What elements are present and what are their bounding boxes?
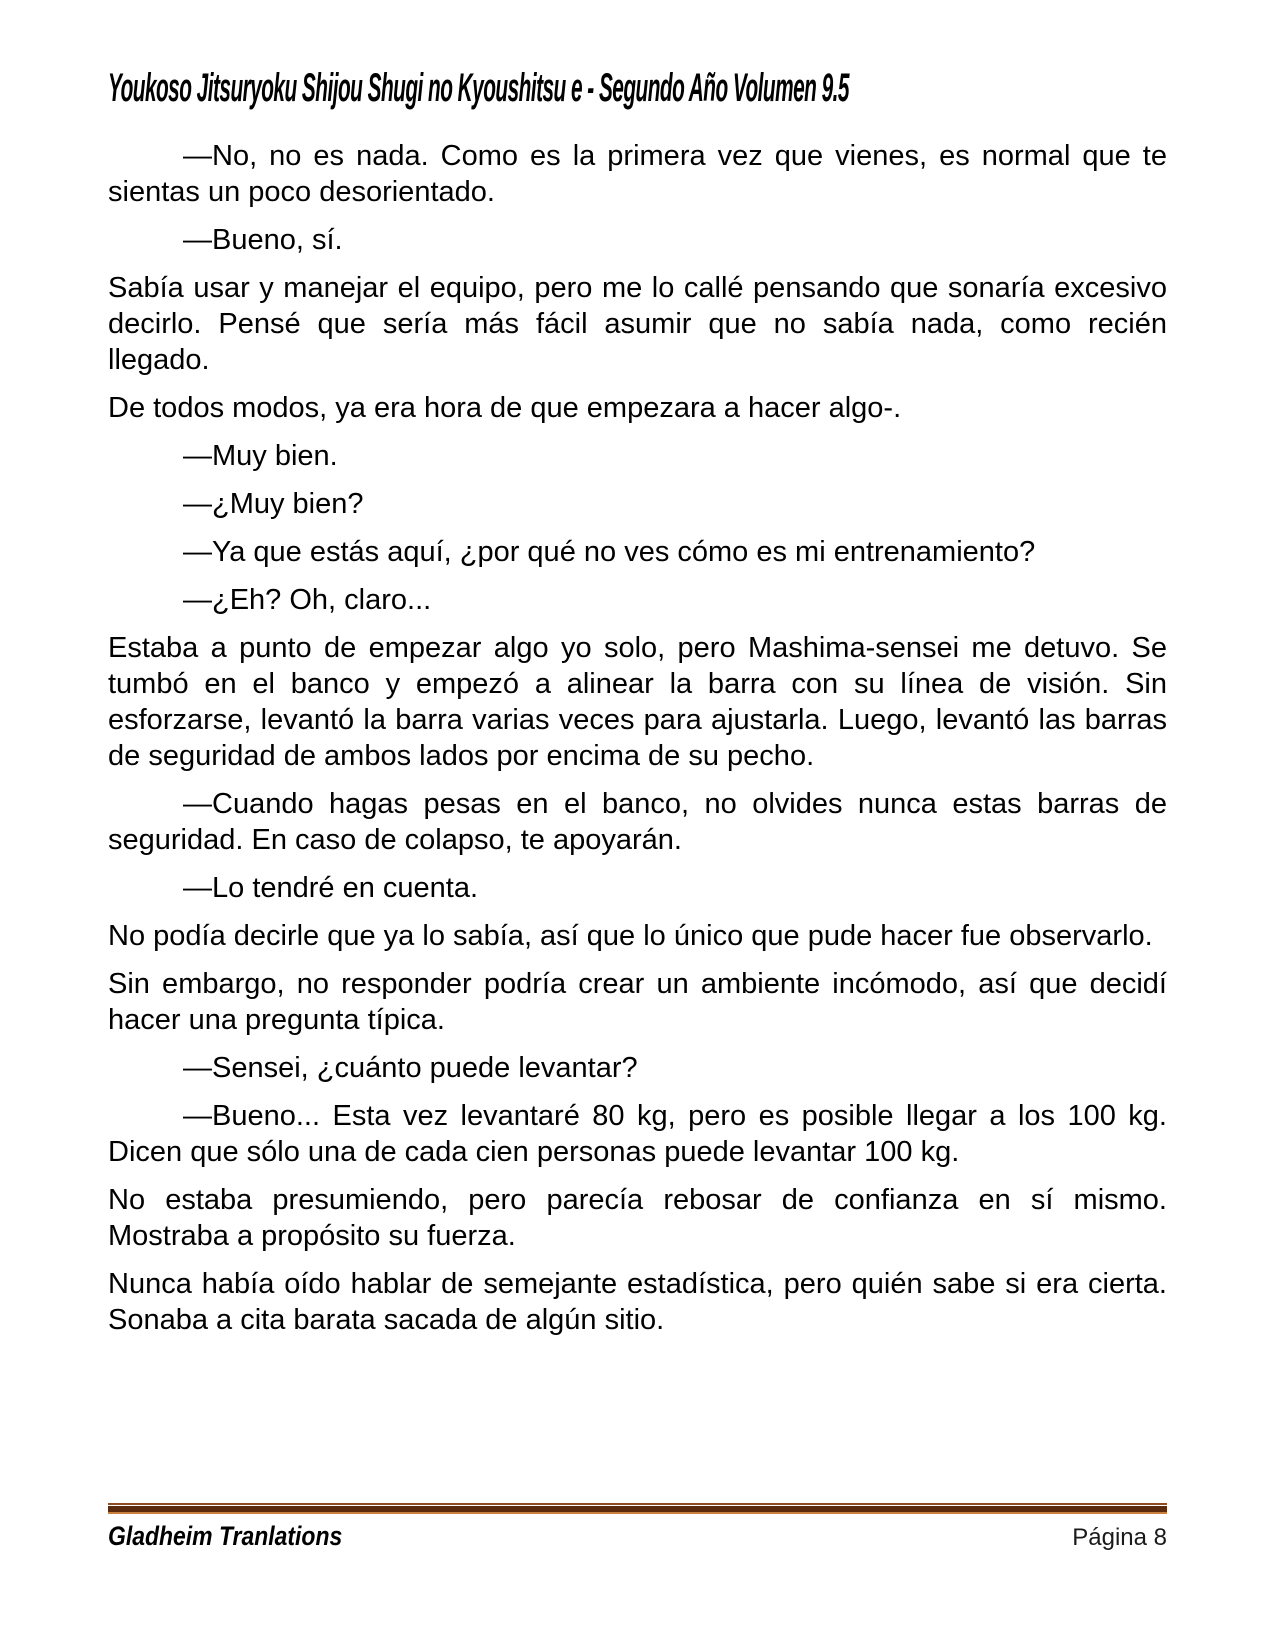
paragraph: —Muy bien.	[183, 440, 338, 472]
page-header	[108, 66, 1167, 111]
paragraph: —No, no es nada. Como es la primera vez que vienes, es normal que te sientas un poco desorientado.	[108, 140, 1167, 208]
footer-brand: Gladheim Tranlations	[108, 1521, 343, 1551]
paragraph: —¿Muy bien?	[183, 488, 364, 520]
paragraph: —Ya que estás aquí, ¿por qué no ves cómo es mi entrenamiento?	[183, 536, 1036, 568]
paragraph: No estaba presumiendo, pero parecía rebosar de confianza en sí mismo. Mostraba a propósito su fuerza.	[108, 1184, 1167, 1252]
paragraph: Estaba a punto de empezar algo yo solo, pero Mashima-sensei me detuvo. Se tumbó en el banco y empezó a alinear la barra con su línea de visión. Sin esforzarse, levantó la barra varias veces para ajustarla. Luego, levantó las barras de seguridad de ambos lados por encima de su pecho.	[108, 632, 1167, 772]
paragraph: —Bueno, sí.	[183, 224, 343, 256]
footer-page-number: Página 8	[1072, 1524, 1167, 1551]
footer-rule	[108, 1503, 1167, 1514]
page-footer	[108, 1503, 1167, 1552]
page-title: Youkoso Jitsuryoku Shijou Shugi no Kyoushitsu e - Segundo Año Volumen 9.5	[108, 66, 849, 110]
paragraph: Nunca había oído hablar de semejante estadística, pero quién sabe si era cierta. Sonaba a cita barata sacada de algún sitio.	[108, 1268, 1167, 1336]
paragraph: —Bueno... Esta vez levantaré 80 kg, pero es posible llegar a los 100 kg. Dicen que sólo una de cada cien personas puede levantar 100 kg.	[108, 1100, 1167, 1168]
paragraph: —Sensei, ¿cuánto puede levantar?	[183, 1052, 638, 1084]
paragraph: —Lo tendré en cuenta.	[183, 872, 479, 904]
footer-row	[108, 1521, 1167, 1552]
paragraph: —Cuando hagas pesas en el banco, no olvides nunca estas barras de seguridad. En caso de colapso, te apoyarán.	[108, 788, 1167, 856]
paragraph: —¿Eh? Oh, claro...	[183, 584, 432, 616]
paragraph: De todos modos, ya era hora de que empezara a hacer algo-.	[108, 392, 902, 424]
paragraph: No podía decirle que ya lo sabía, así que lo único que pude hacer fue observarlo.	[108, 920, 1153, 952]
paragraph: Sabía usar y manejar el equipo, pero me lo callé pensando que sonaría excesivo decirlo. Pensé que sería más fácil asumir que no sabía nada, como recién llegado.	[108, 272, 1167, 376]
footer-rule-band-bottom	[108, 1512, 1167, 1514]
paragraph: Sin embargo, no responder podría crear un ambiente incómodo, así que decidí hacer una pregunta típica.	[108, 968, 1167, 1036]
document-body	[108, 138, 1167, 1350]
